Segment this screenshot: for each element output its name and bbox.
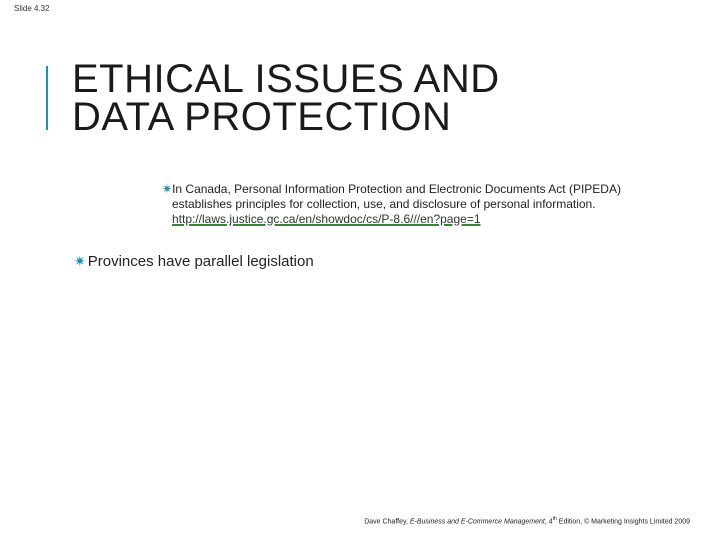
slide-title xyxy=(72,57,672,139)
bullet-pipeda-line-3 xyxy=(162,212,662,227)
footer-book-title: E-Business and E-Commerce Management xyxy=(409,518,545,526)
pipeda-link[interactable]: http://laws.justice.gc.ca/en/showdoc/cs/P-8.6///en?page=1 xyxy=(172,212,481,226)
bullet-provinces-text: Provinces have parallel legislation xyxy=(87,253,314,270)
bullet-provinces xyxy=(74,252,314,271)
footer-author: Dave Chaffey, xyxy=(364,518,410,526)
footer-citation xyxy=(364,516,690,525)
bullet-pipeda-line-2: establishes principles for collection, use, and disclosure of personal information. xyxy=(172,197,596,211)
title-line-2: DATA PROTECTION xyxy=(72,95,452,139)
bullet-pipeda xyxy=(162,182,662,227)
footer-edition-sup: th xyxy=(552,516,557,522)
slide-number: Slide 4.32 xyxy=(14,4,50,13)
title-accent-bar xyxy=(46,66,48,130)
asterisk-bullet-icon: ✷ xyxy=(162,182,173,196)
asterisk-bullet-icon: ✷ xyxy=(74,253,86,269)
title-line-1: ETHICAL ISSUES AND xyxy=(72,57,500,101)
bullet-pipeda-text-1: In Canada, Personal Information Protection and Electronic Documents Act (PIPEDA) xyxy=(172,182,621,196)
footer-edition-prefix: , 4 xyxy=(544,518,553,526)
bullet-pipeda-line-1 xyxy=(162,182,662,197)
footer-rest: Edition, © Marketing Insights Limited 2009 xyxy=(556,518,690,526)
